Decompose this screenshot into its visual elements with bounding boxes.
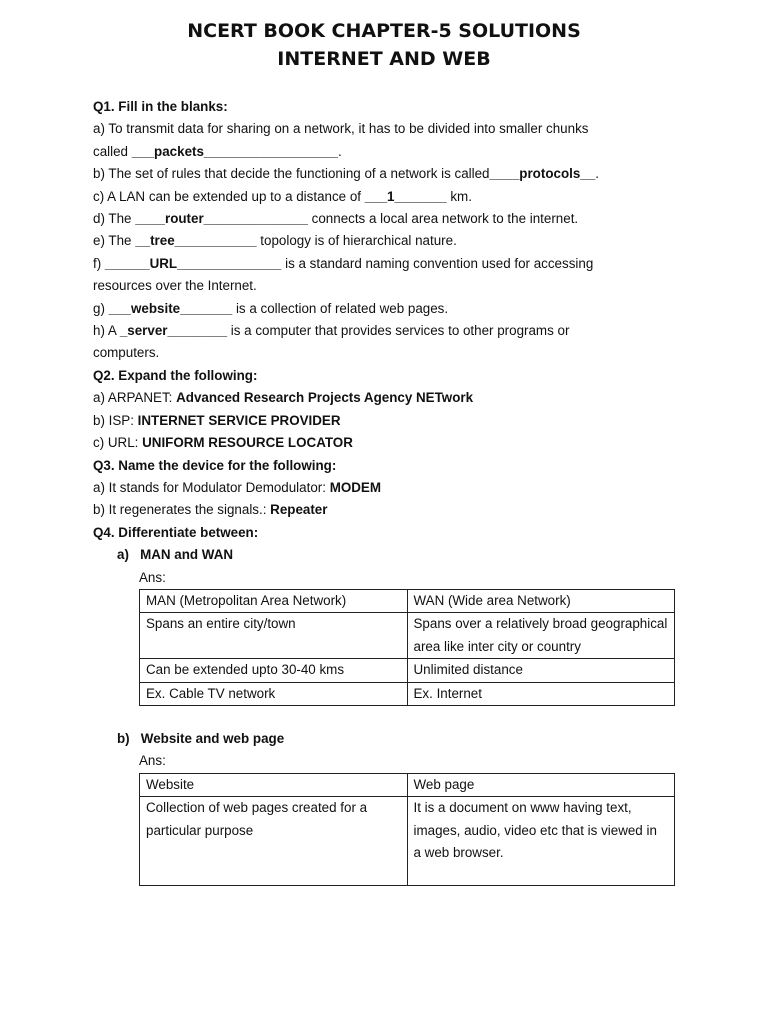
q1-c-answer: ___1_______: [364, 188, 447, 204]
q1-a-answer: ___packets__________________: [131, 143, 338, 159]
q1-d: [93, 208, 693, 230]
q1-g-pre: g): [93, 300, 109, 316]
man-wan-table: [139, 589, 675, 706]
q3-b: [93, 499, 693, 521]
q1-a-line2: [93, 141, 693, 163]
q1-c-pre: c) A LAN can be extended up to a distance of: [93, 188, 365, 204]
q1-g-post: is a collection of related web pages.: [232, 300, 449, 316]
table-cell: It is a document on www having text, images, audio, video etc that is viewed in a web browser.: [407, 797, 675, 886]
q1-b: [93, 163, 693, 185]
table-row: [140, 773, 675, 796]
q2-b-pre: b) ISP:: [93, 412, 138, 428]
table-row: [140, 613, 675, 659]
q1-b-answer: ____protocols__: [489, 166, 596, 182]
q1-f-answer: ______URL______________: [104, 255, 282, 271]
table-cell: Spans over a relatively broad geographical area like inter city or country: [407, 613, 675, 659]
q1-g: [93, 298, 693, 320]
q1-d-pre: d) The: [93, 211, 136, 227]
table-row: [140, 589, 675, 612]
q2-c-answer: UNIFORM RESOURCE LOCATOR: [142, 435, 353, 451]
q2-b: [93, 410, 693, 432]
q1-d-post: connects a local area network to the internet.: [307, 211, 579, 227]
table-cell: Unlimited distance: [407, 659, 675, 682]
q1-b-post: .: [595, 166, 599, 182]
q1-h-pre: h) A: [93, 323, 120, 339]
q1-a-line1: a) To transmit data for sharing on a network, it has to be divided into smaller chunks: [93, 121, 589, 137]
q3-b-pre: b) It regenerates the signals.:: [93, 502, 271, 518]
table-row: [140, 797, 675, 886]
q1-f: [93, 253, 693, 275]
table-cell: Can be extended upto 30-40 kms: [140, 659, 408, 682]
q2-b-answer: INTERNET SERVICE PROVIDER: [137, 412, 341, 428]
q1-c-post: km.: [446, 188, 472, 204]
q1-e-post: topology is of hierarchical nature.: [256, 233, 457, 249]
document-body: [93, 96, 693, 886]
q3-a-answer: MODEM: [329, 479, 382, 495]
q4-heading: Q4. Differentiate between:: [93, 524, 259, 540]
q2-heading: Q2. Expand the following:: [93, 367, 258, 383]
q2-a-pre: a) ARPANET:: [93, 390, 177, 406]
table-cell: Spans an entire city/town: [140, 613, 408, 659]
q1-c: [93, 186, 693, 208]
q1-f-line2: resources over the Internet.: [93, 278, 257, 294]
table-cell: Ex. Cable TV network: [140, 682, 408, 705]
q1-a-post: .: [338, 143, 342, 159]
table-cell: Collection of web pages created for a particular purpose: [140, 797, 408, 886]
q1-g-answer: ___website_______: [108, 300, 233, 316]
q2-a-answer: Advanced Research Projects Agency NETwork: [176, 390, 474, 406]
q1-e-answer: __tree___________: [135, 233, 257, 249]
table-cell: Web page: [407, 773, 675, 796]
q4-b-label: b) Website and web page: [117, 730, 285, 746]
q1-e: [93, 230, 693, 252]
q2-c-pre: c) URL:: [93, 435, 143, 451]
q1-heading: Q1. Fill in the blanks:: [93, 99, 228, 114]
q1-h: [93, 320, 693, 342]
q1-h-line2: computers.: [93, 345, 160, 361]
q1-h-post: is a computer that provides services to other programs or: [227, 323, 570, 339]
q2-a: [93, 387, 693, 409]
website-webpage-table: [139, 773, 675, 886]
q1-f-post: is a standard naming convention used for accessing: [281, 255, 594, 271]
q1-d-answer: ____router______________: [135, 211, 308, 227]
table-cell: WAN (Wide area Network): [407, 589, 675, 612]
table-cell: Ex. Internet: [407, 682, 675, 705]
q4-a-ans: Ans:: [139, 569, 166, 585]
q1-e-pre: e) The: [93, 233, 136, 249]
q3-b-answer: Repeater: [270, 502, 328, 518]
page-subtitle: INTERNET AND WEB: [277, 48, 491, 70]
q1-b-pre: b) The set of rules that decide the functioning of a network is called: [93, 166, 490, 182]
q1-a-pre: called: [93, 143, 132, 159]
table-cell: MAN (Metropolitan Area Network): [140, 589, 408, 612]
table-cell: Website: [140, 773, 408, 796]
q1-f-pre: f): [93, 255, 105, 271]
q3-a: [93, 477, 693, 499]
q3-a-pre: a) It stands for Modulator Demodulator:: [93, 479, 330, 495]
q3-heading: Q3. Name the device for the following:: [93, 457, 337, 473]
q4-a-label: a) MAN and WAN: [117, 547, 234, 563]
q1-h-answer: _server________: [119, 323, 228, 339]
table-row: [140, 659, 675, 682]
q2-c: [93, 432, 693, 454]
table-row: [140, 682, 675, 705]
q4-b-ans: Ans:: [139, 753, 166, 769]
page-title: NCERT BOOK CHAPTER-5 SOLUTIONS: [187, 20, 581, 42]
